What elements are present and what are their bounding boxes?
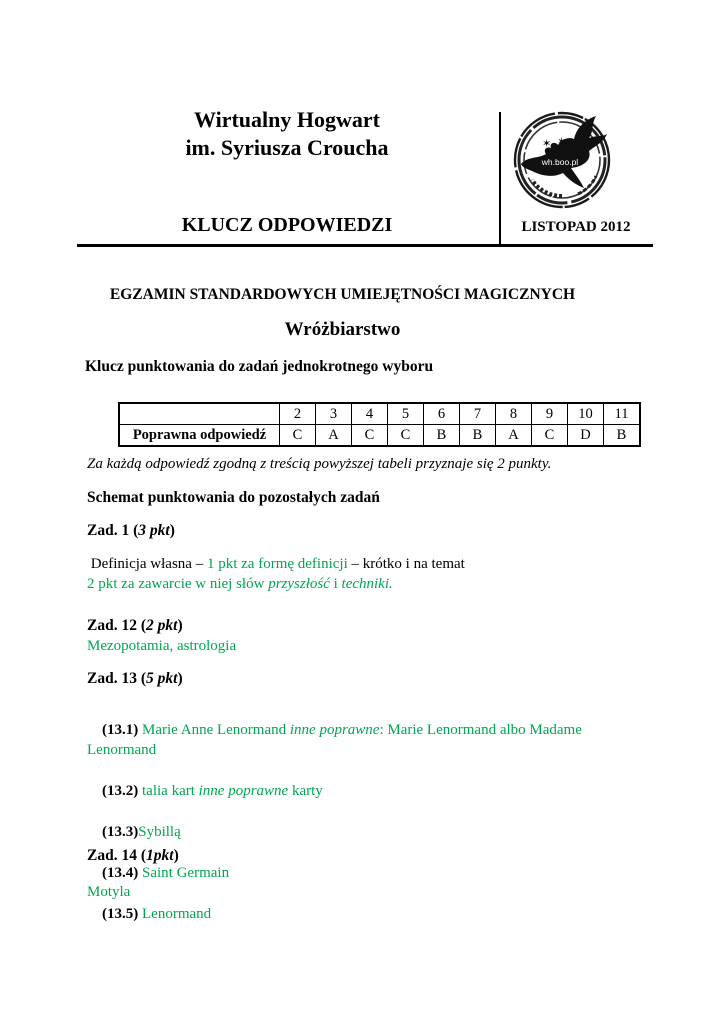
question-number: 11 (604, 403, 641, 425)
task-13-item-variant: inne poprawne (289, 721, 380, 738)
answer-cell: A (316, 425, 352, 447)
date-label: LISTOPAD 2012 (521, 219, 631, 235)
question-number: 3 (316, 403, 352, 425)
task-13-item-number: (13.4) (102, 865, 139, 881)
task-13-item-variant: inne poprawne (198, 783, 289, 799)
task-12-close: ) (177, 617, 183, 634)
answer-cell: B (604, 425, 641, 447)
school-name-line1: Wirtualny Hogwart (194, 107, 380, 132)
answer-cell: C (388, 425, 424, 447)
answer-table-empty-cell (119, 403, 280, 425)
answer-row-label: Poprawna odpowiedź (119, 425, 280, 447)
task-12-answer: Mezopotamia, astrologia (87, 638, 237, 654)
exam-heading: EGZAMIN STANDARDOWYCH UMIEJĘTNOŚCI MAGICZNYCH (109, 286, 576, 303)
raven-stamp-logo-icon (512, 110, 612, 210)
task-13-points: 5 pkt (146, 670, 178, 687)
answer-table (118, 402, 641, 447)
task-1-definition-text: Definicja własna – (87, 556, 207, 572)
task-14-answer: Motyla (87, 884, 131, 900)
key-heading: Klucz punktowania do zadań jednokrotnego wyboru (85, 358, 434, 375)
raven-stamp-logo-svg (512, 110, 612, 210)
answer-cell: A (496, 425, 532, 447)
answer-cell: D (568, 425, 604, 447)
task-1-keyword-2: techniki. (341, 576, 393, 592)
task-13-item-number: (13.2) (102, 783, 139, 799)
task-1-connector: i (329, 576, 342, 592)
question-number: 2 (280, 403, 316, 425)
scheme-heading: Schemat punktowania do pozostałych zadań (87, 489, 380, 506)
question-number: 8 (496, 403, 532, 425)
task-1-line-2 (87, 576, 393, 593)
answer-cell: C (352, 425, 388, 447)
task-13-item-answer: talia kart (138, 783, 199, 799)
task-13-item-number: (13.1) (102, 721, 139, 738)
answer-table-answers-row (119, 425, 640, 447)
question-number: 9 (532, 403, 568, 425)
answer-table-header-row (119, 403, 640, 425)
school-name-line2: im. Syriusza Croucha (185, 135, 389, 160)
question-number: 10 (568, 403, 604, 425)
task-13-item-number: (13.3) (102, 824, 139, 840)
task-13-item-answer: Saint Germain (138, 865, 230, 881)
task-1-close: ) (169, 522, 175, 539)
task-13-label: Zad. 13 ( (87, 670, 146, 687)
answer-cell: B (460, 425, 496, 447)
task-13-item-answer: Lenormand (138, 906, 212, 922)
task-1-answer-green: 1 pkt za formę definicji (206, 556, 348, 572)
question-number: 5 (388, 403, 424, 425)
task-13-item-answer-cont: : Marie Lenormand albo Madame Lenormand (87, 721, 586, 758)
question-number: 7 (460, 403, 496, 425)
task-13-item-answer: Marie Anne Lenormand (138, 721, 290, 738)
star-icon: ✶ (557, 136, 567, 148)
task-14-close: ) (173, 847, 179, 864)
header-horizontal-rule (77, 244, 653, 247)
task-14-heading (87, 847, 179, 865)
task-1-line-1 (87, 556, 465, 573)
task-12-points: 2 pkt (146, 617, 178, 634)
task-13-item-number: (13.5) (102, 906, 139, 922)
task-1-label: Zad. 1 ( (87, 522, 139, 539)
task-12-label: Zad. 12 ( (87, 617, 146, 634)
school-name (75, 106, 499, 162)
task-13-close: ) (177, 670, 183, 687)
star-icon: ✶ (542, 138, 552, 150)
scoring-note: Za każdą odpowiedź zgodną z treścią powyższej tabeli przyznaje się 2 punkty. (87, 456, 552, 472)
answer-cell: C (532, 425, 568, 447)
task-1-points: 3 pkt (138, 522, 170, 539)
task-1-definition-text-2: – krótko i na temat (347, 556, 465, 572)
answer-cell: C (280, 425, 316, 447)
task-1-heading (87, 522, 175, 540)
task-14-label: Zad. 14 ( (87, 847, 146, 864)
answer-cell: B (424, 425, 460, 447)
task-13-items (87, 699, 607, 945)
task-1-keyword-1: przyszłość (268, 576, 330, 592)
question-number: 4 (352, 403, 388, 425)
task-13-heading (87, 670, 183, 688)
document-title: KLUCZ ODPOWIEDZI (181, 214, 393, 236)
task-13-item-answer: Sybillą (138, 824, 181, 840)
task-14-points: 1pkt (146, 847, 174, 864)
task-12-heading (87, 617, 183, 635)
subject-title: Wróżbiarstwo (284, 319, 401, 340)
logo-url-text: wh.boo.pl (541, 157, 579, 167)
task-13-item-answer-cont: karty (288, 783, 323, 799)
question-number: 6 (424, 403, 460, 425)
task-1-answer-green-2: 2 pkt za zawarcie w niej słów (87, 576, 269, 592)
